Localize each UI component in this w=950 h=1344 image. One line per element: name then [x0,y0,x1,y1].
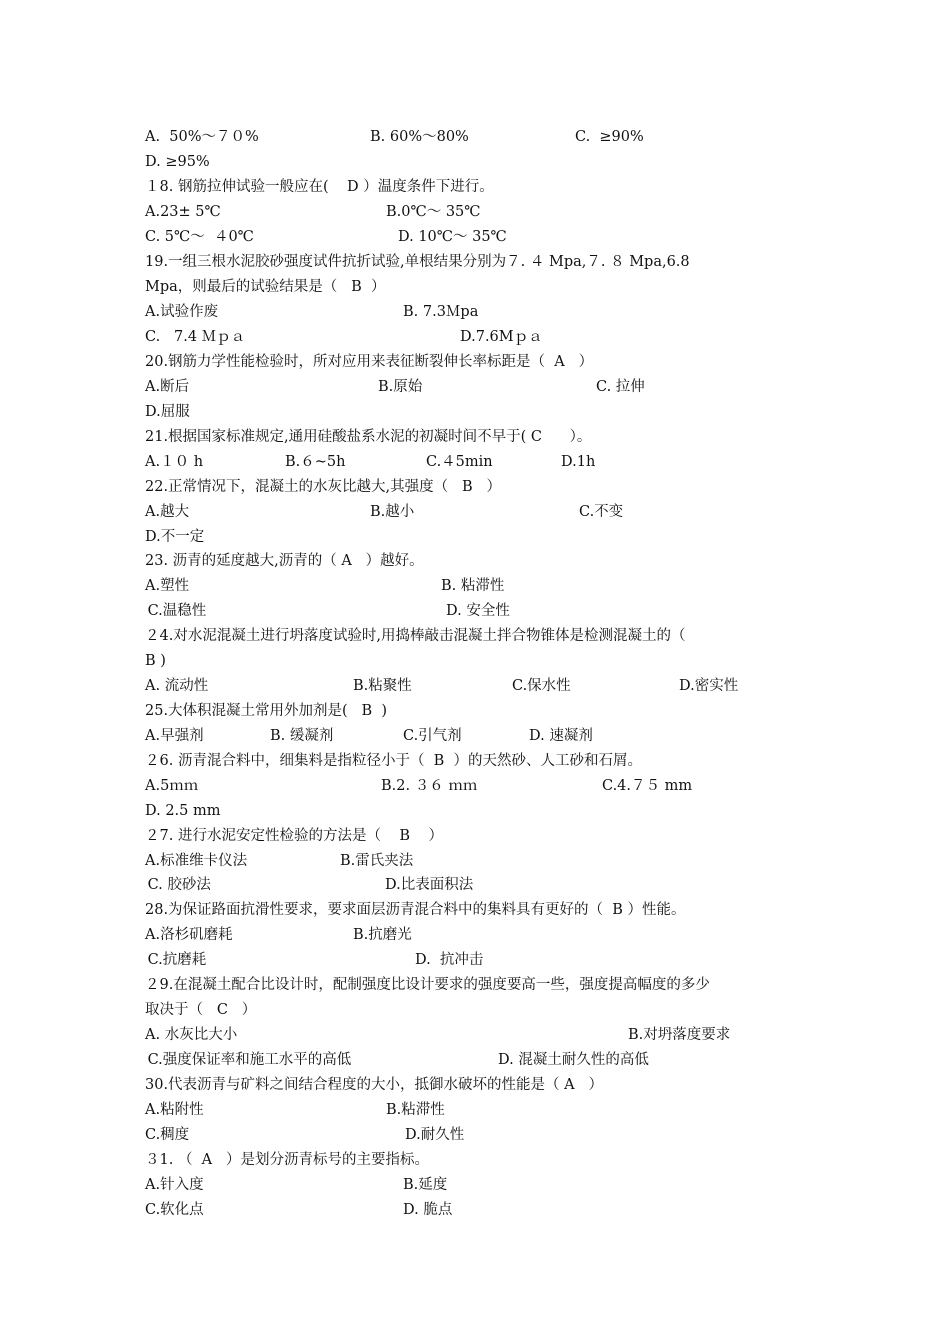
option-line: B.对坍落度要求 [628,1027,731,1043]
option-line: C. 5℃～ ４0℃ [145,229,254,245]
option-line: D. ≥95% [145,154,210,170]
option-line: B.2. ３６ ｍｍ [381,778,478,794]
option-line: B. 缓凝剂 [270,728,334,744]
question-23: 23. 沥青的延度越大,沥青的（ A ）越好。 [145,553,424,569]
option-line: A.针入度 [145,1177,204,1193]
option-line: A.23± 5℃ [145,204,221,220]
option-line: D. 脆点 [403,1202,453,1218]
question-27: ２7. 进行水泥安定性检验的方法是（ B ） [145,828,443,844]
option-line: B.原始 [378,379,423,395]
question-19: 19.一组三根水泥胶砂强度试件抗折试验,单根结果分别为７. ４ Mpa,７. ８ Mpa,6.8 [145,254,690,270]
option-line: D. 安全性 [446,603,510,619]
option-line: D.密实性 [679,678,739,694]
option-line: D.比表面积法 [385,877,474,893]
option-line: D.屈服 [145,404,190,420]
option-line: C.不变 [579,504,624,520]
option-line: A. 50%～７０% [145,129,259,145]
option-line: D. 速凝剂 [529,728,593,744]
option-line: D.1h [561,454,596,470]
option-line: D.耐久性 [405,1127,465,1143]
option-line: A.试验作废 [145,304,219,320]
option-line: C.保水性 [512,678,571,694]
option-line: B. 7.3Ｍpa [403,304,479,320]
option-line: D. 抗冲击 [415,952,484,968]
option-line: B.粘滞性 [386,1102,445,1118]
option-line: C.４5min [426,454,493,470]
option-line: B.越小 [370,504,415,520]
option-line: C.软化点 [145,1202,204,1218]
option-line: A.早强剂 [145,728,204,744]
option-line: D.7.6Mｐａ [460,329,543,345]
option-line: D. 2.5 mm [145,803,221,819]
option-line: C. 拉伸 [596,379,645,395]
option-line: B. 60%～80% [370,129,469,145]
question-28: 28.为保证路面抗滑性要求，要求面层沥青混合料中的集料具有更好的（ B ）性能。 [145,902,686,918]
option-line: A.塑性 [145,578,190,594]
question-20: 20.钢筋力学性能检验时，所对应用来表征断裂伸长率标距是（ A ） [145,354,594,370]
option-line: C. 胶砂法 [143,877,211,893]
option-line: C.强度保证率和施工水平的高低 [143,1052,352,1068]
option-line: A. 水灰比大小 [145,1027,238,1043]
option-line: A.越大 [145,504,190,520]
option-line: B.延度 [403,1177,448,1193]
question-26: ２6. 沥青混合料中，细集料是指粒径小于（ B ）的天然砂、人工砂和石屑。 [145,753,643,769]
option-line: A.粘附性 [145,1102,204,1118]
option-line: C.4.７５ mm [602,778,693,794]
option-line: A.断后 [145,379,190,395]
option-line: B.６~5h [285,454,346,470]
question-31: ３1. （ A ）是划分沥青标号的主要指标。 [145,1152,429,1168]
option-line: C.稠度 [145,1127,190,1143]
option-line: A.１０ h [145,454,204,470]
option-line: B.0℃～ 35℃ [386,204,481,220]
question-29: ２9.在混凝土配合比设计时，配制强度比设计要求的强度要高一些，强度提高幅度的多少 [145,977,710,993]
option-line: B. 粘滞性 [441,578,505,594]
question-22: 22.正常情况下，混凝土的水灰比越大,其强度（ B ） [145,479,501,495]
question-21: 21.根据国家标准规定,通用硅酸盐系水泥的初凝时间不早于( C ）。 [145,429,592,445]
option-line: D. 混凝土耐久性的高低 [498,1052,649,1068]
question-18: １8. 钢筋拉伸试验一般应在( D ）温度条件下进行。 [145,179,494,195]
option-line: C. 7.4 Ｍｐａ [145,329,246,345]
question-19-cont: Mpa，则最后的试验结果是（ B ） [145,279,386,295]
option-line: A.洛杉矶磨耗 [145,927,233,943]
option-line: D. 10℃～ 35℃ [398,229,507,245]
question-29-cont: 取决于（ C ） [145,1002,257,1018]
question-24: ２4.对水泥混凝土进行坍落度试验时,用捣棒敲击混凝土拌合物锥体是检测混凝土的（ [145,628,686,644]
option-line: A. 流动性 [145,678,209,694]
option-line: C.引气剂 [403,728,462,744]
question-30: 30.代表沥青与矿料之间结合程度的大小，抵御水破坏的性能是（ A ） [145,1077,603,1093]
option-line: C. ≥90% [575,129,644,145]
option-line: A.5ｍｍ [145,778,199,794]
option-line: B.抗磨光 [353,927,412,943]
option-line: A.标准维卡仪法 [145,853,248,869]
option-line: B.雷氏夹法 [340,853,414,869]
option-line: C.抗磨耗 [143,952,207,968]
question-25: 25.大体积混凝土常用外加剂是( B ) [145,703,388,719]
option-line: D.不一定 [145,529,205,545]
option-line: C.温稳性 [143,603,207,619]
option-line: B.粘聚性 [353,678,412,694]
question-24-cont: B ) [145,653,166,669]
